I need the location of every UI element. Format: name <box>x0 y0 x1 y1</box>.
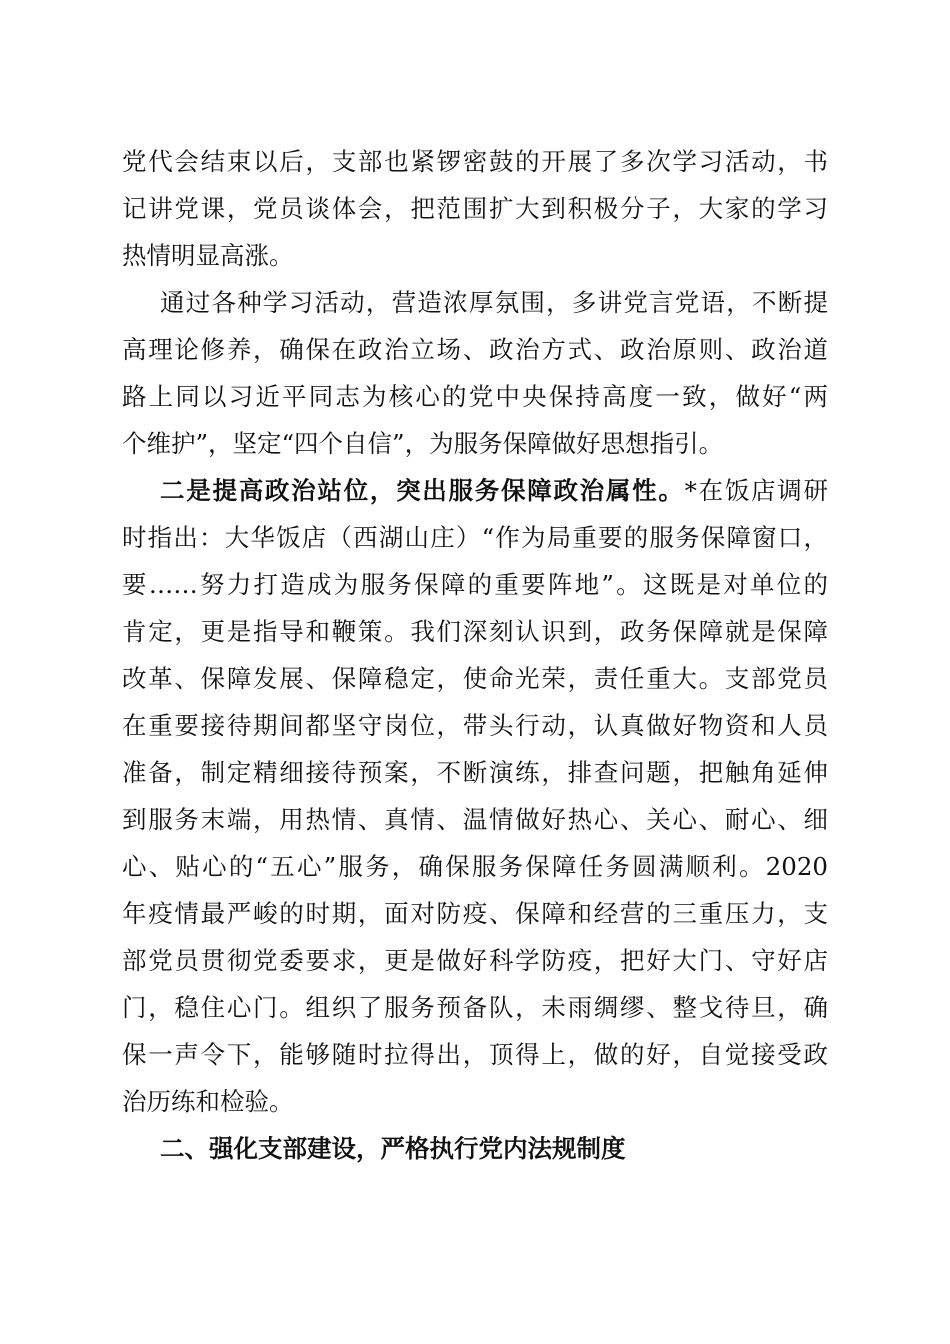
paragraph-2-line-4: 个维护”，坚定“四个自信”，为服务保障做好思想指引。 <box>122 429 724 458</box>
paragraph-1-line-3: 热情明显高涨。 <box>122 241 294 270</box>
paragraph-3-line-6: 在重要接待期间都坚守岗位，带头行动，认真做好物资和人员 <box>122 711 828 740</box>
paragraph-3-line-9: 心、贴心的“五心”服务，确保服务保障任务圆满顺利。2020 <box>122 852 828 881</box>
paragraph-3-line-5: 改革、保障发展、保障稳定，使命光荣，责任重大。支部党员 <box>122 664 828 693</box>
paragraph-2-line-2: 高理论修养，确保在政治立场、政治方式、政治原则、政治道 <box>122 335 828 364</box>
paragraph-3-line-12: 门，稳住心门。组织了服务预备队，未雨绸缪、整戈待旦，确 <box>122 993 828 1022</box>
paragraph-1-line-1: 党代会结束以后，支部也紧锣密鼓的开展了多次学习活动，书 <box>122 147 828 176</box>
paragraph-3-line-13: 保一声令下，能够随时拉得出，顶得上，做的好，自觉接受政 <box>122 1040 828 1069</box>
paragraph-3-lead-text: *在饭店调研 <box>684 476 829 505</box>
paragraph-3-line-14: 治历练和检验。 <box>122 1087 294 1116</box>
paragraph-3-line-2: 时指出：大华饭店（西湖山庄）“作为局重要的服务保障窗口， <box>122 523 828 552</box>
paragraph-3-line-4: 肯定，更是指导和鞭策。我们深刻认识到，政务保障就是保障 <box>122 617 828 646</box>
paragraph-3-line-3: 要……努力打造成为服务保障的重要阵地”。这既是对单位的 <box>122 570 828 599</box>
paragraph-3-line-8: 到服务末端，用热情、真情、温情做好热心、关心、耐心、细 <box>122 805 828 834</box>
paragraph-3-line-11: 部党员贯彻党委要求，更是做好科学防疫，把好大门、守好店 <box>122 946 828 975</box>
paragraph-1-line-2: 记讲党课，党员谈体会，把范围扩大到积极分子，大家的学习 <box>122 194 828 223</box>
paragraph-2-line-3: 路上同以习近平同志为核心的党中央保持高度一致，做好“两 <box>122 382 828 411</box>
paragraph-2-line-1: 通过各种学习活动，营造浓厚氛围，多讲党言党语，不断提 <box>160 288 828 317</box>
paragraph-3-lead-heading: 二是提高政治站位，突出服务保障政治属性。 <box>160 476 685 505</box>
paragraph-3-line-1 <box>160 471 828 511</box>
section-heading: 二、强化支部建设，严格执行党内法规制度 <box>160 1134 626 1163</box>
paragraph-3-line-7: 准备，制定精细接待预案，不断演练，排查问题，把触角延伸 <box>122 758 828 787</box>
paragraph-3-line-10: 年疫情最严峻的时期，面对防疫、保障和经营的三重压力，支 <box>122 899 828 928</box>
